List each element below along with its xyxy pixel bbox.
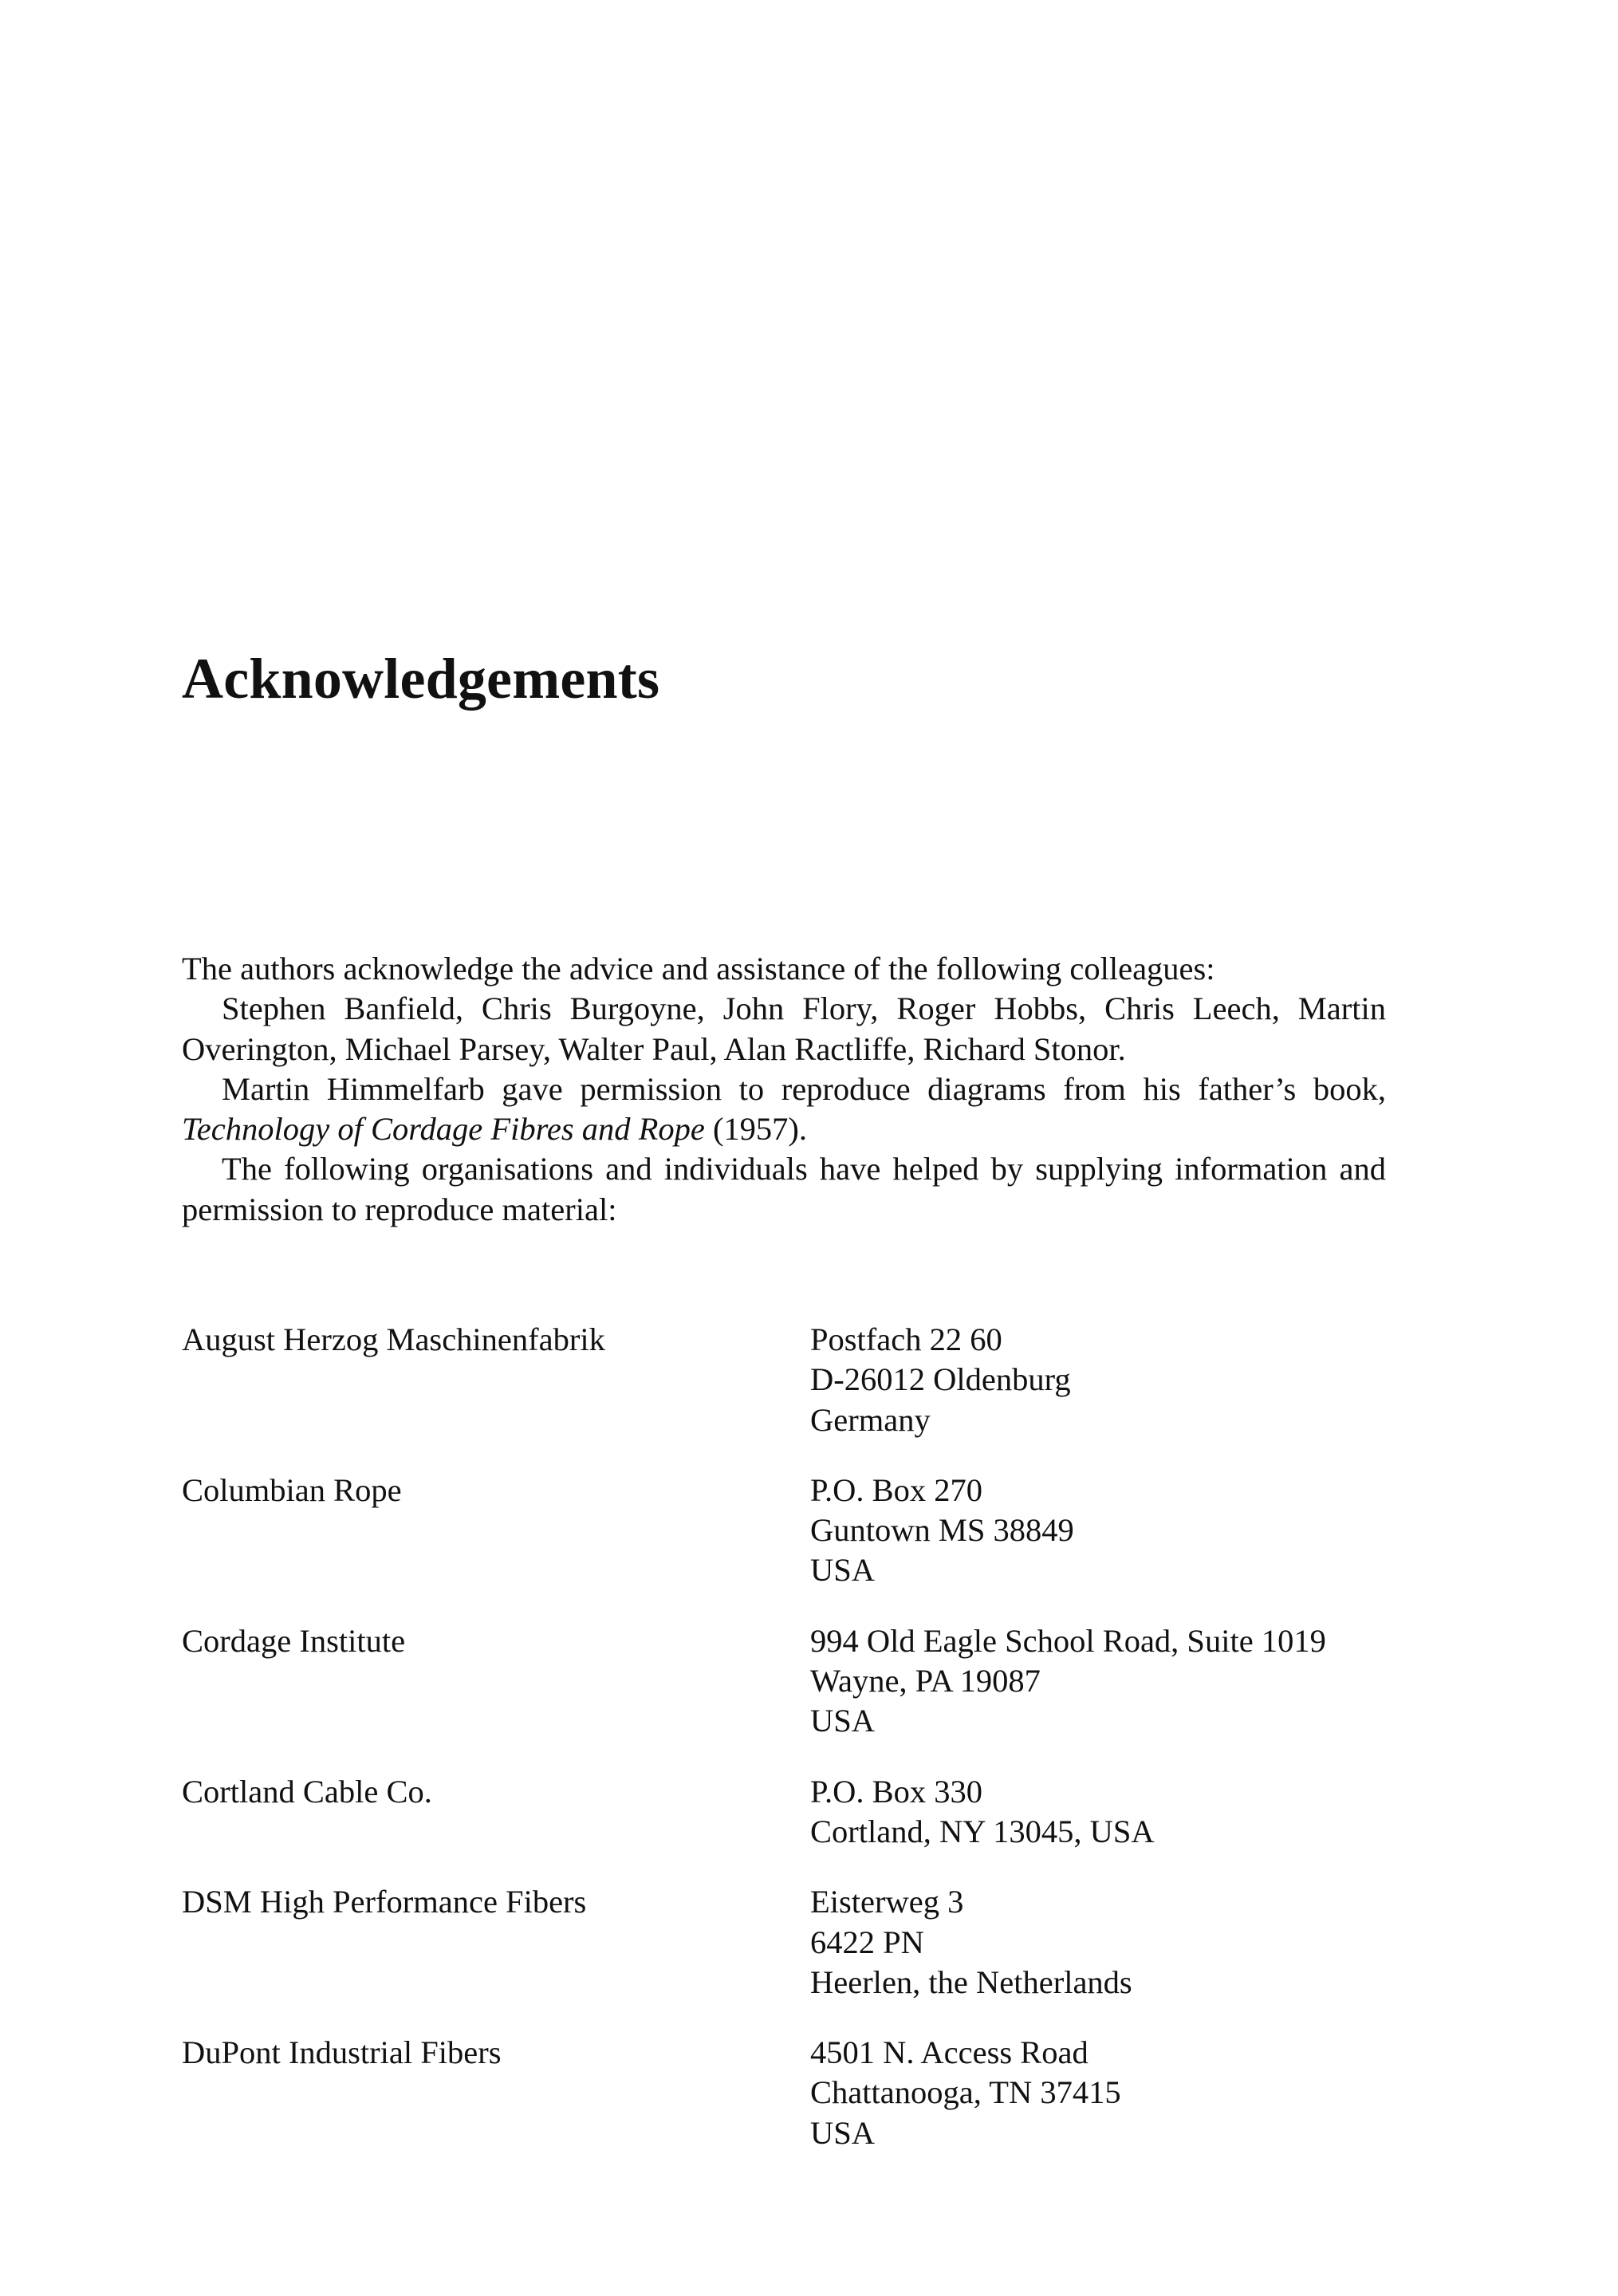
organisation-address bbox=[810, 1320, 1394, 1440]
organisation-name: DSM High Performance Fibers bbox=[182, 1884, 587, 1920]
address-line: Cortland, NY 13045, USA bbox=[810, 1813, 1155, 1849]
organisation-entry bbox=[182, 1621, 1394, 1742]
intro-paragraph: The authors acknowledge the advice and assistance of the following colleagues: bbox=[182, 951, 1215, 987]
organisation-name: Cortland Cable Co. bbox=[182, 1773, 432, 1810]
organisation-address bbox=[810, 1882, 1394, 2003]
organisations-intro-paragraph bbox=[182, 1149, 1386, 1230]
page-title: Acknowledgements bbox=[182, 647, 660, 711]
address-line: Guntown MS 38849 bbox=[810, 1512, 1074, 1549]
address-line: Eisterweg 3 bbox=[810, 1884, 964, 1920]
address-line: 6422 PN bbox=[810, 1924, 924, 1960]
organisation-name: Columbian Rope bbox=[182, 1471, 402, 1508]
address-line: USA bbox=[810, 1703, 876, 1739]
address-line: 994 Old Eagle School Road, Suite 1019 bbox=[810, 1622, 1326, 1659]
organisation-address bbox=[810, 2033, 1394, 2153]
address-line: P.O. Box 330 bbox=[810, 1773, 983, 1810]
address-line: 4501 N. Access Road bbox=[810, 2034, 1089, 2071]
himmelfarb-paragraph bbox=[182, 1069, 1386, 1150]
address-line: Heerlen, the Netherlands bbox=[810, 1963, 1132, 2000]
organisation-address bbox=[810, 1471, 1394, 1591]
organisation-entry bbox=[182, 1320, 1394, 1440]
himmelfarb-text-after: (1957). bbox=[704, 1111, 808, 1148]
organisation-entry bbox=[182, 2033, 1394, 2153]
colleagues-paragraph: Stephen Banfield, Chris Burgoyne, John Flory, Roger Hobbs, Chris Leech, Martin Overington, Michael Parsey, Walter Paul, Alan Ractliffe, Richard Stonor. bbox=[182, 990, 1386, 1067]
organisation-entry bbox=[182, 1471, 1394, 1591]
address-line: Postfach 22 60 bbox=[810, 1321, 1002, 1357]
address-line: USA bbox=[810, 2114, 876, 2151]
organisation-name: Cordage Institute bbox=[182, 1622, 406, 1659]
organisations-list bbox=[182, 1320, 1394, 2184]
organisation-name: August Herzog Maschinenfabrik bbox=[182, 1321, 605, 1357]
organisation-address bbox=[810, 1621, 1394, 1742]
organisation-name: DuPont Industrial Fibers bbox=[182, 2034, 502, 2071]
acknowledgement-text bbox=[182, 949, 1386, 1230]
address-line: Germany bbox=[810, 1401, 931, 1438]
address-line: P.O. Box 270 bbox=[810, 1471, 983, 1508]
address-line: Chattanooga, TN 37415 bbox=[810, 2074, 1121, 2111]
organisation-entry bbox=[182, 1772, 1394, 1853]
address-line: Wayne, PA 19087 bbox=[810, 1663, 1041, 1699]
organisations-intro-text: The following organisations and individuals have helped by supplying information and permission to reproduce material: bbox=[182, 1151, 1386, 1227]
address-line: USA bbox=[810, 1552, 876, 1589]
organisation-address bbox=[810, 1772, 1394, 1853]
book-title: Technology of Cordage Fibres and Rope bbox=[182, 1111, 705, 1148]
himmelfarb-text-before: Martin Himmelfarb gave permission to reproduce diagrams from his father’s book, bbox=[222, 1070, 1386, 1107]
address-line: D-26012 Oldenburg bbox=[810, 1361, 1071, 1398]
organisation-entry bbox=[182, 1882, 1394, 2003]
